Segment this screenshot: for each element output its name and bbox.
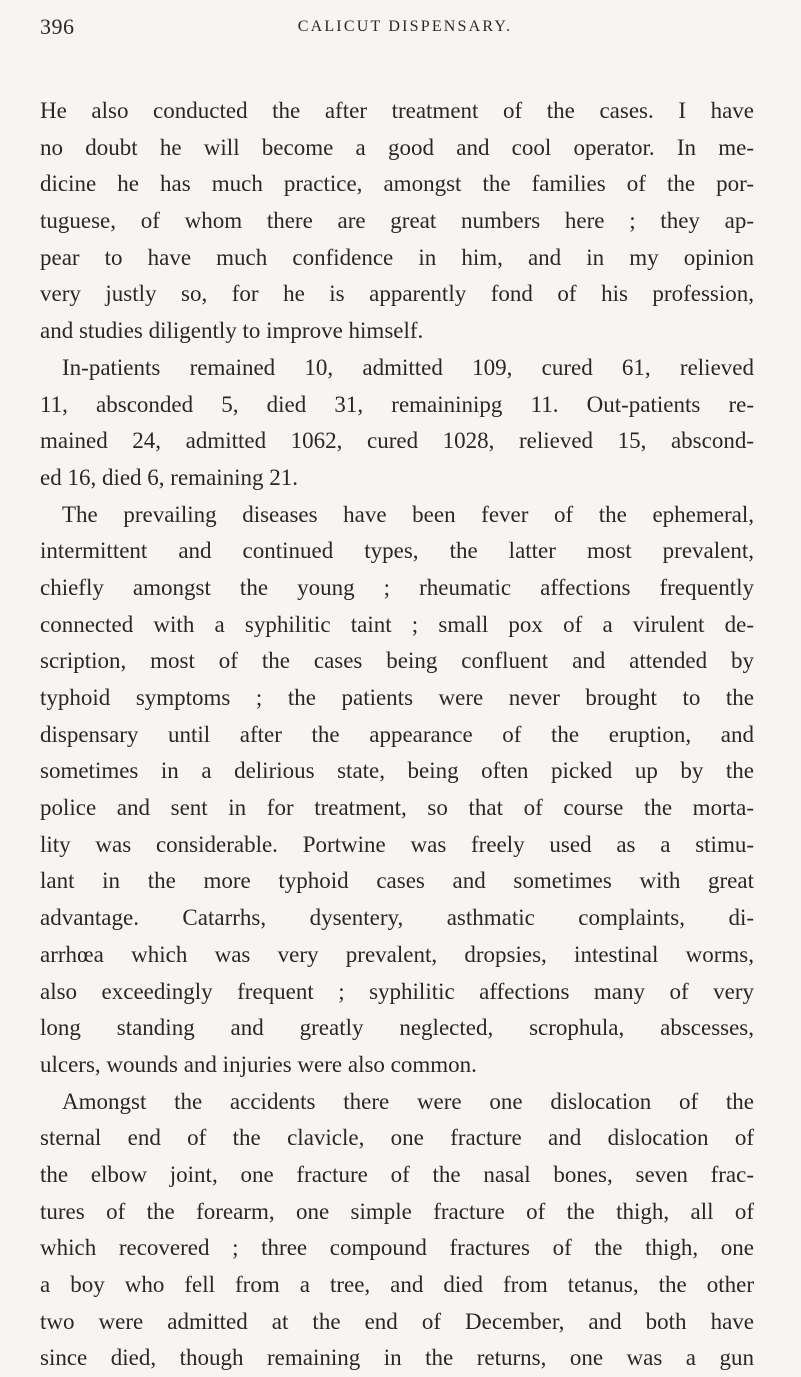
- text-line: sternal end of the clavicle, one fracture and dislocation of: [40, 1125, 754, 1151]
- text-line: mained 24, admitted 1062, cured 1028, relieved 15, abscond-: [40, 428, 754, 454]
- text-line: tuguese, of whom there are great numbers here ; they ap-: [40, 208, 754, 234]
- text-line: advantage. Catarrhs, dysentery, asthmatic complaints, di-: [40, 905, 754, 931]
- text-line: arrhœa which was very prevalent, dropsies, intestinal worms,: [40, 941, 754, 967]
- text-line: typhoid symptoms ; the patients were never brought to the: [40, 685, 754, 710]
- text-line: also exceedingly frequent ; syphilitic affections many of very: [40, 978, 754, 1004]
- text-line: and studies diligently to improve himself.: [40, 318, 424, 344]
- text-line: the elbow joint, one fracture of the nasal bones, seven frac-: [40, 1161, 754, 1187]
- text-line: intermittent and continued types, the latter most prevalent,: [40, 538, 754, 564]
- text-line: connected with a syphilitic taint ; small pox of a virulent de-: [40, 611, 754, 637]
- body-text: [40, 93, 754, 1377]
- text-line: The prevailing diseases have been fever of the ephemeral,: [62, 501, 754, 527]
- page-number: 396: [40, 14, 75, 39]
- text-line: police and sent in for treatment, so that of course the morta-: [40, 795, 754, 821]
- text-line: In-patients remained 10, admitted 109, cured 61, relieved: [62, 354, 754, 380]
- text-line: pear to have much confidence in him, and in my opinion: [40, 244, 754, 270]
- text-line: which recovered ; three compound fractures of the thigh, one: [40, 1235, 754, 1261]
- text-line: since died, though remaining in the returns, one was a gun: [40, 1345, 754, 1371]
- text-line: Amongst the accidents there were one dislocation of the: [62, 1088, 754, 1114]
- text-line: no doubt he will become a good and cool operator. In me-: [40, 134, 754, 160]
- text-line: long standing and greatly neglected, scrophula, abscesses,: [40, 1015, 754, 1041]
- text-line: He also conducted the after treatment of the cases. I have: [40, 98, 754, 123]
- text-line: ed 16, died 6, remaining 21.: [40, 464, 299, 490]
- running-head: CALICUT DISPENSARY.: [297, 18, 513, 35]
- text-line: tures of the forearm, one simple fracture of the thigh, all of: [40, 1198, 754, 1224]
- text-line: scription, most of the cases being confluent and attended by: [40, 648, 754, 674]
- text-line: sometimes in a delirious state, being often picked up by the: [40, 758, 754, 784]
- text-line: 11, absconded 5, died 31, remaininipg 11. Out-patients re-: [40, 391, 754, 417]
- text-line: dicine he has much practice, amongst the families of the por-: [40, 171, 754, 197]
- text-line: ulcers, wounds and injuries were also common.: [40, 1051, 477, 1077]
- page-header: [40, 14, 760, 50]
- text-line: very justly so, for he is apparently fond of his profession,: [40, 281, 754, 307]
- text-line: chiefly amongst the young ; rheumatic affections frequently: [40, 574, 754, 600]
- text-line: dispensary until after the appearance of the eruption, and: [40, 721, 754, 747]
- text-line: lity was considerable. Portwine was freely used as a stimu-: [40, 831, 754, 857]
- text-line: lant in the more typhoid cases and sometimes with great: [40, 868, 754, 894]
- text-line: a boy who fell from a tree, and died from tetanus, the other: [40, 1272, 754, 1297]
- text-line: two were admitted at the end of December, and both have: [40, 1308, 754, 1334]
